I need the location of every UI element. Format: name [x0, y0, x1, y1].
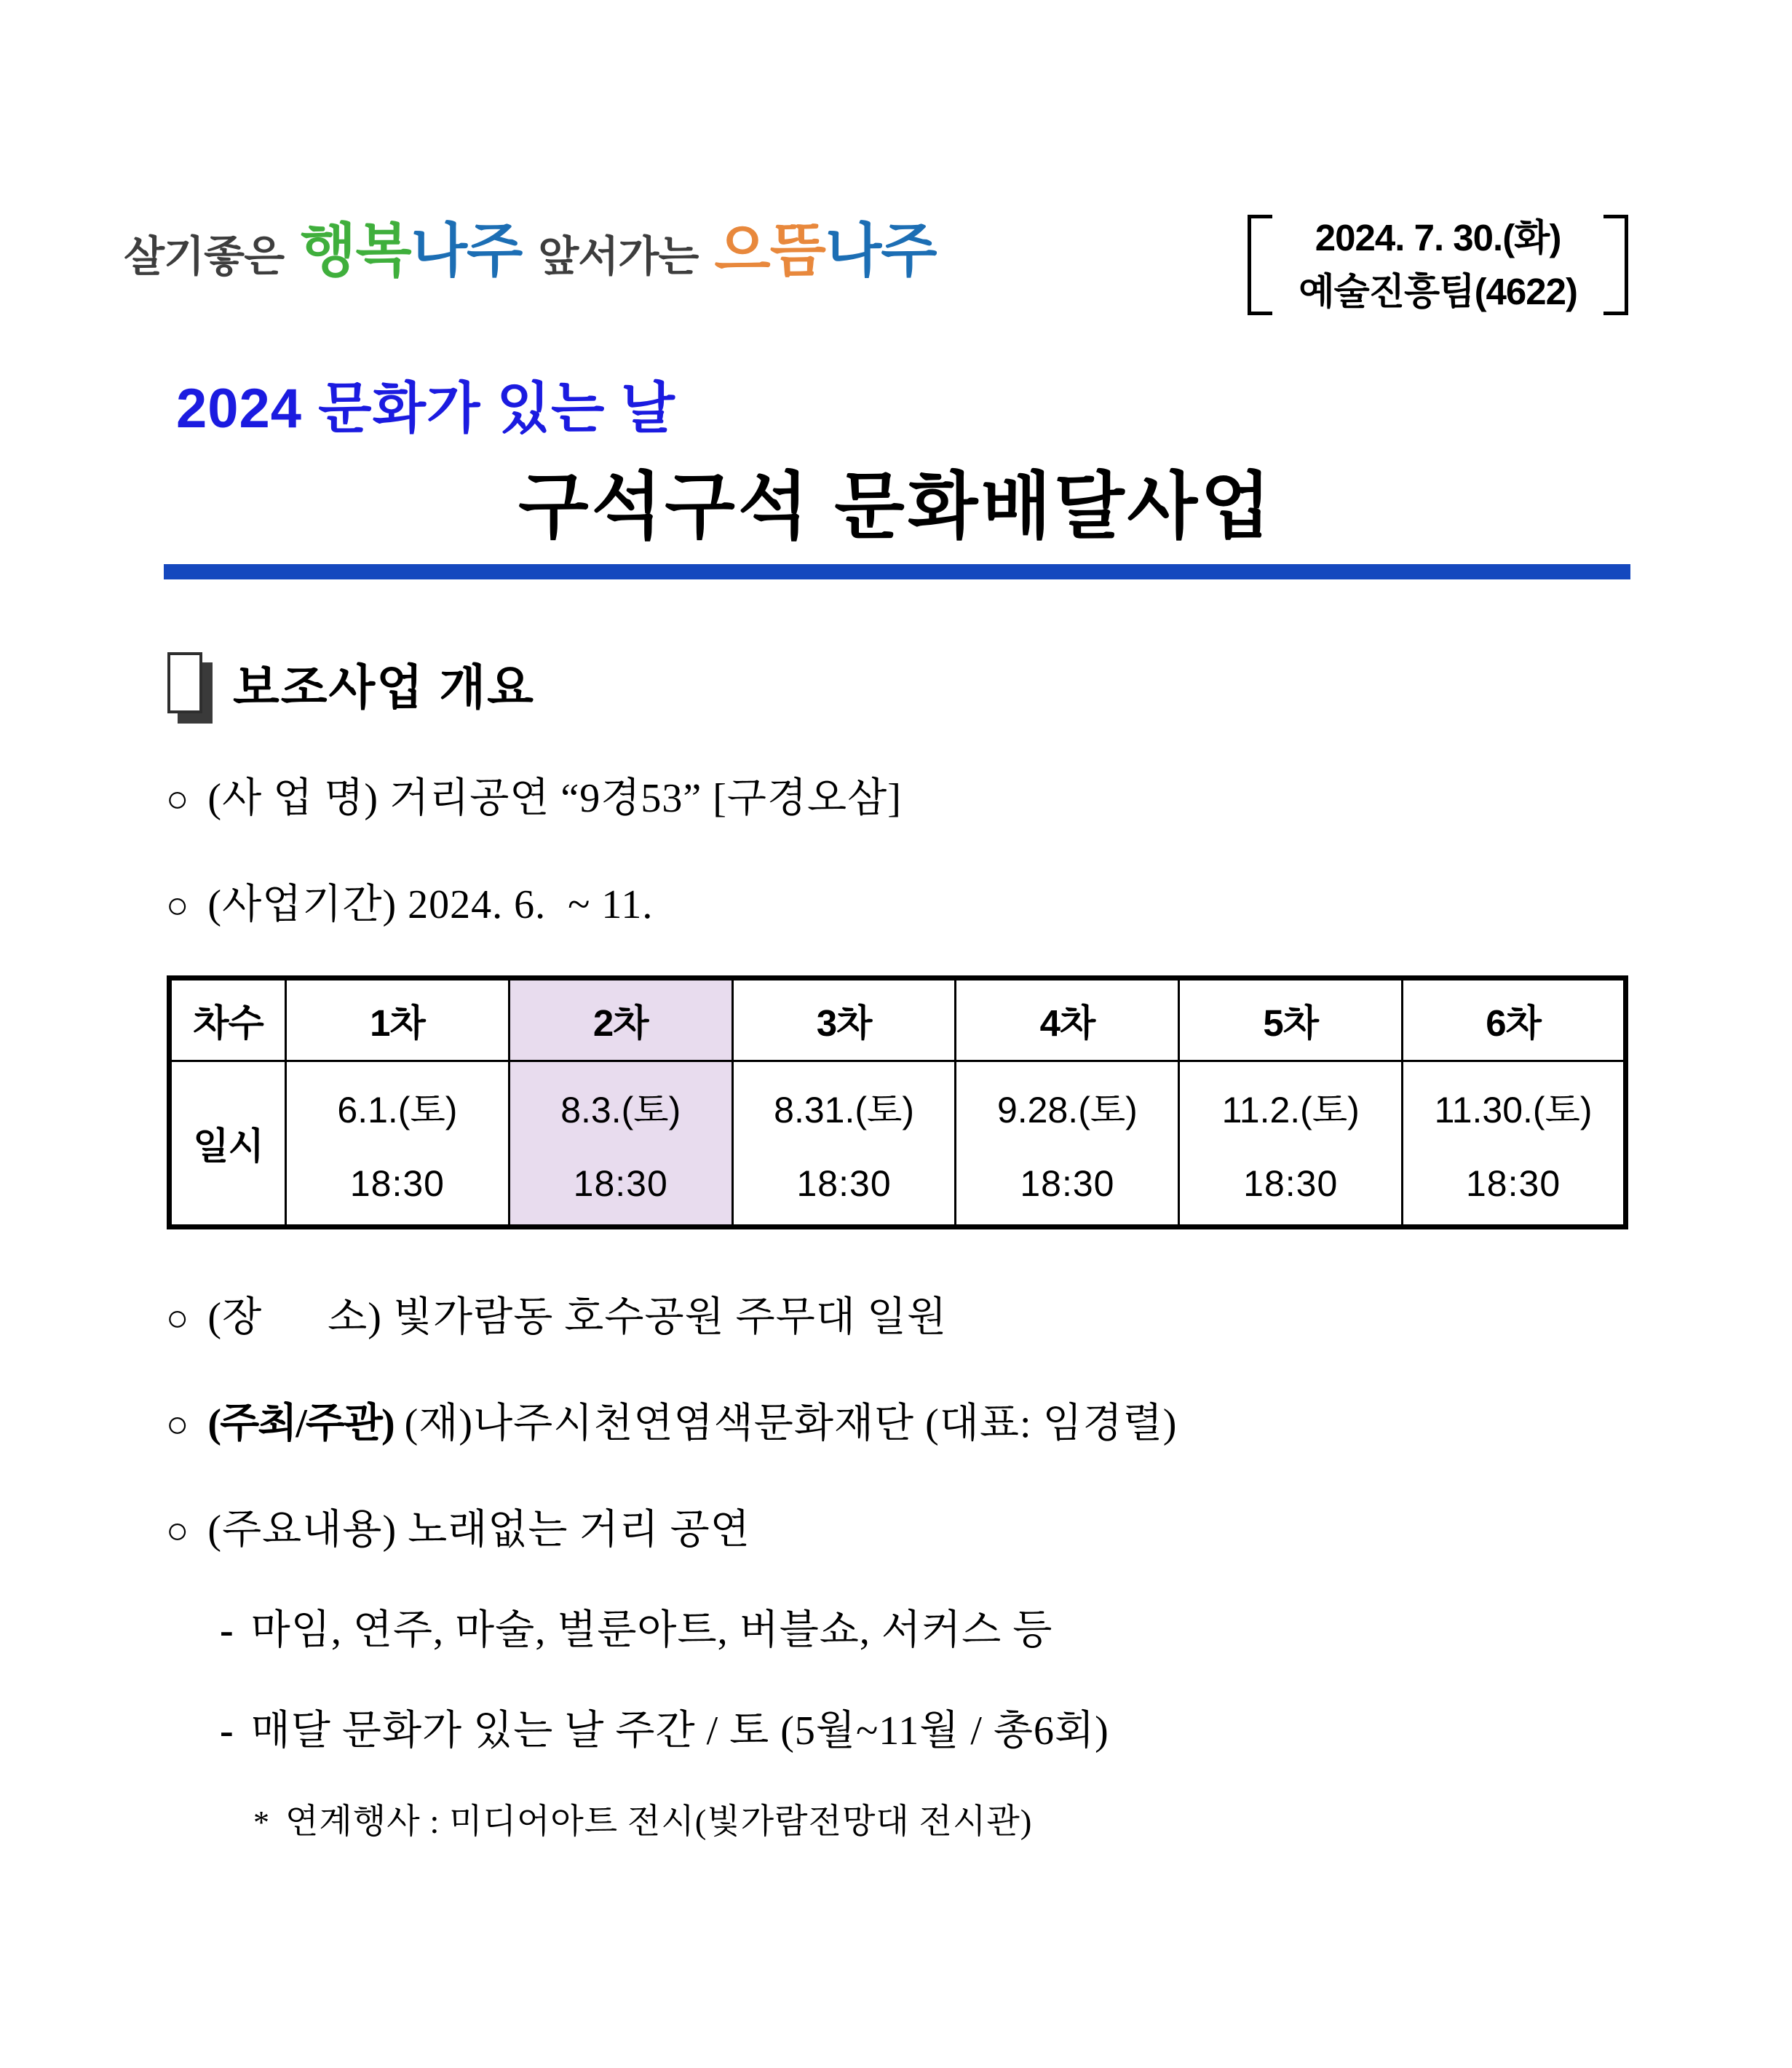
table-cell: [956, 1061, 1179, 1227]
event-time: 18:30: [349, 1163, 445, 1205]
table-header-row: [170, 978, 1626, 1061]
bullet-text: (사업기간) 2024. 6. ~ 11.: [207, 882, 654, 927]
note-text: 연계행사 : 미디어아트 전시(빛가람전망대 전시관): [285, 1802, 1033, 1841]
bullet-host-organizer: [166, 1398, 1719, 1449]
bullet-text: (사 업 명) 거리공연 “9경53” [구경오삼]: [207, 775, 902, 821]
table-cell: [1179, 1061, 1403, 1227]
bullet-project-period: [166, 879, 1719, 930]
document-date: 2024. 7. 30.(화): [1315, 217, 1561, 258]
event-time: 18:30: [1020, 1163, 1115, 1205]
circle-bullet-icon: ○: [166, 884, 189, 927]
table-cell-highlighted: [509, 1061, 732, 1227]
table-cell: [286, 1061, 510, 1227]
logo-segment: 나주: [411, 218, 523, 283]
schedule-table: [167, 975, 1628, 1229]
shadowed-square-icon: [167, 652, 202, 713]
table-corner-header: 차수: [170, 978, 286, 1061]
event-date: 8.31.(토): [774, 1090, 914, 1131]
table-row-label: 일시: [170, 1061, 286, 1227]
logo-segment: 나주: [825, 218, 937, 283]
table-cell: [1403, 1061, 1626, 1227]
department-phone: 예술진흥팀(4622): [1299, 270, 1577, 312]
event-date: 11.30.(토): [1434, 1090, 1593, 1131]
blue-divider-rule: [164, 564, 1630, 579]
circle-bullet-icon: ○: [166, 1297, 189, 1339]
table-column-header: 5차: [1179, 978, 1403, 1061]
naju-city-logo: [124, 204, 937, 288]
logo-segment: 살기좋은: [124, 233, 285, 280]
dash-bullet-icon: -: [220, 1708, 234, 1754]
event-time: 18:30: [1243, 1163, 1339, 1205]
host-label: (주최/주관): [207, 1401, 394, 1446]
bullet-text: (주요내용) 노래없는 거리 공연: [207, 1507, 750, 1553]
logo-segment: 앞서가는: [538, 233, 699, 280]
document-date-box: [1248, 211, 1628, 319]
bullet-project-name: [166, 773, 1719, 824]
table-column-header: 4차: [956, 978, 1179, 1061]
bullet-main-content: [166, 1505, 1719, 1556]
right-bracket-icon: [1603, 215, 1628, 315]
document-subtitle: 2024 문화가 있는 날: [176, 377, 675, 440]
bullet-text: (장 소) 빛가람동 호수공원 주무대 일원: [207, 1294, 948, 1340]
section-heading: [167, 649, 1792, 718]
event-date: 9.28.(토): [996, 1090, 1138, 1131]
section-heading-label: 보조사업 개요: [233, 659, 535, 714]
event-date: 11.2.(토): [1221, 1090, 1360, 1131]
host-value: (재)나주시천연염색문화재단 (대표: 임경렬): [393, 1401, 1178, 1446]
table-column-header: 6차: [1403, 978, 1626, 1061]
logo-segment: 행복: [300, 218, 411, 283]
bullet-place: [166, 1292, 1719, 1343]
event-time: 18:30: [796, 1163, 892, 1205]
dash-item-genres: [220, 1598, 1719, 1656]
logo-segment: 으뜸: [714, 218, 825, 283]
top-bar: [0, 204, 1792, 319]
bullet-text: [207, 1398, 1177, 1449]
event-time: 18:30: [1466, 1163, 1561, 1205]
dash-item-schedule: [220, 1698, 1719, 1756]
table-column-header: 3차: [732, 978, 956, 1061]
date-dept-lines: [1299, 211, 1577, 319]
circle-bullet-icon: ○: [166, 1510, 189, 1552]
note-linked-event: [253, 1794, 1719, 1843]
event-date: 8.3.(토): [560, 1090, 681, 1131]
dash-bullet-icon: -: [220, 1607, 234, 1653]
table-cell: [732, 1061, 956, 1227]
circle-bullet-icon: ○: [166, 778, 189, 820]
left-bracket-icon: [1248, 215, 1272, 315]
circle-bullet-icon: ○: [166, 1403, 189, 1446]
asterisk-icon: *: [253, 1804, 269, 1840]
dash-text: 매달 문화가 있는 날 주간 / 토 (5월~11월 / 총6회): [250, 1708, 1109, 1754]
document-title: 구석구석 문화배달사업: [518, 465, 1274, 547]
table-column-header: 1차: [286, 978, 510, 1061]
table-column-header-highlighted: 2차: [509, 978, 732, 1061]
dash-text: 마임, 연주, 마술, 벌룬아트, 버블쇼, 서커스 등: [250, 1607, 1053, 1653]
event-time: 18:30: [573, 1163, 668, 1205]
table-data-row: [170, 1061, 1626, 1227]
event-date: 6.1.(토): [337, 1090, 458, 1131]
